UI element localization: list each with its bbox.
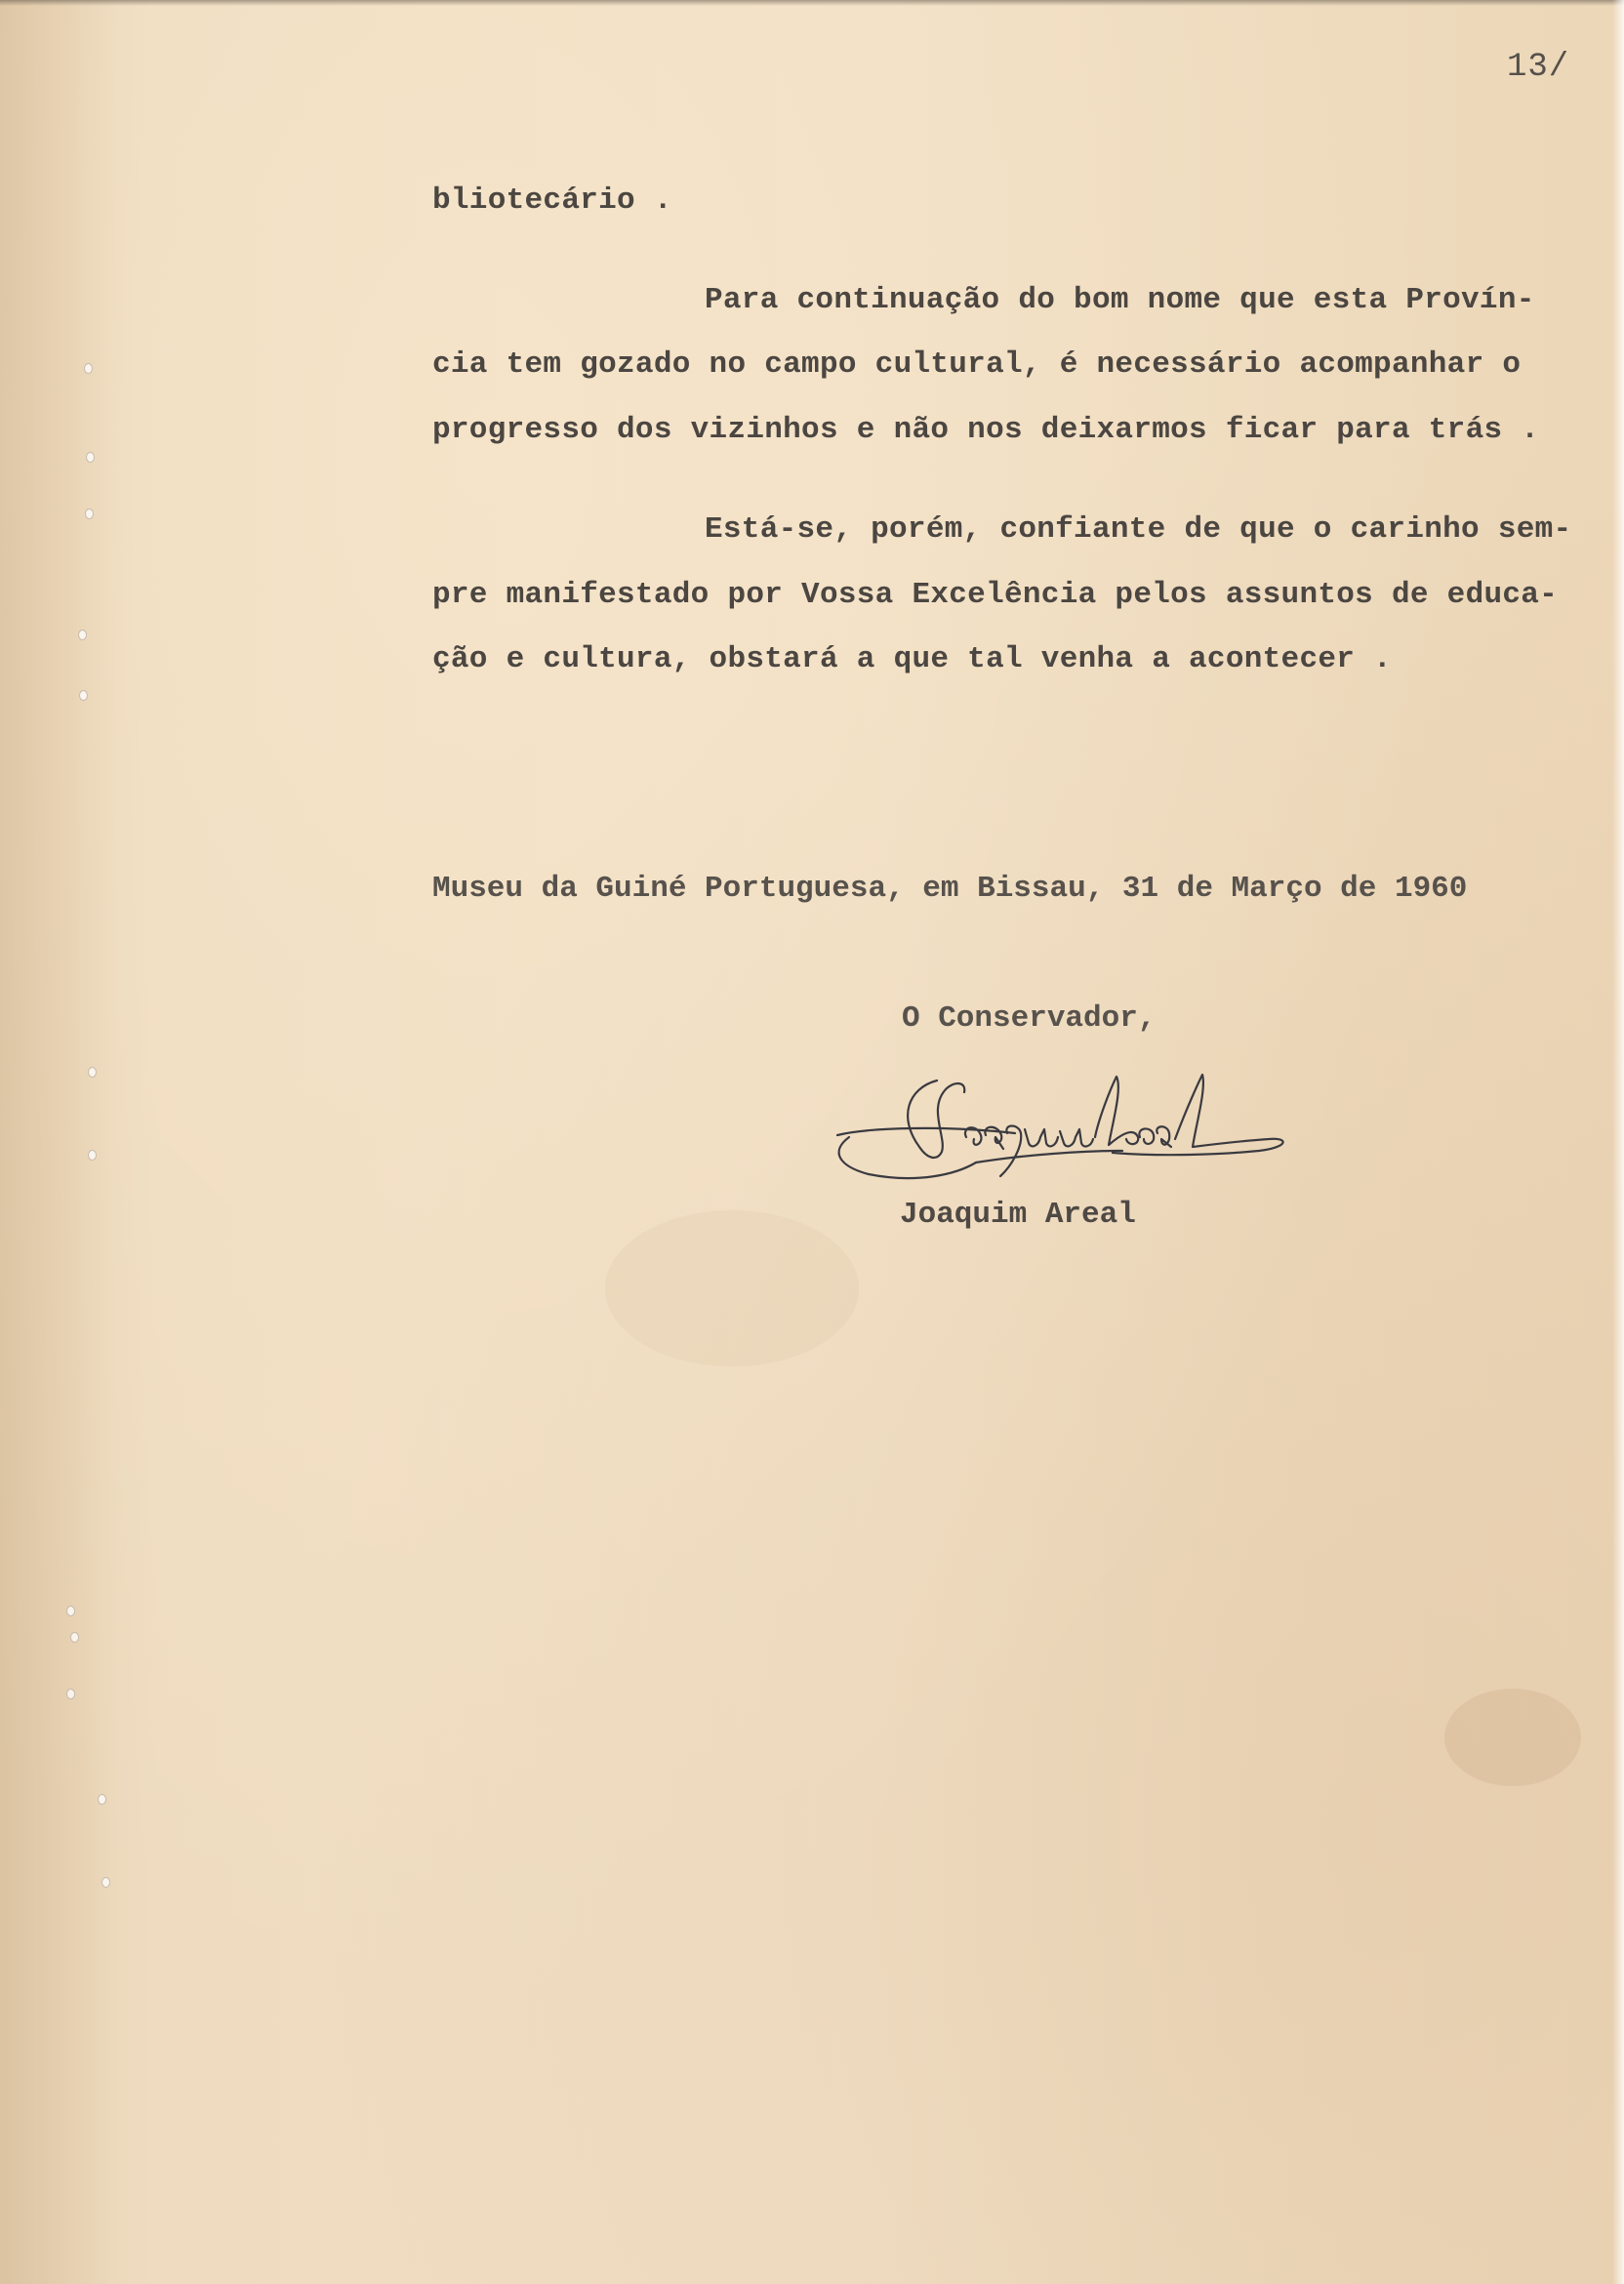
handwritten-signature (830, 1069, 1298, 1196)
punch-hole (98, 1794, 106, 1805)
closing-title: O Conservador, (902, 1001, 1157, 1036)
punch-hole (88, 1150, 97, 1161)
page-number: 13/ (1507, 49, 1570, 86)
punch-hole (78, 630, 87, 640)
body-line-3: cia tem gozado no campo cultural, é necessário acompanhar o (432, 347, 1522, 382)
signatory-name: Joaquim Areal (900, 1198, 1136, 1232)
punch-hole (86, 452, 95, 463)
paper-stain (605, 1210, 859, 1366)
punch-hole (66, 1689, 75, 1699)
binding-edge-shadow (0, 0, 117, 2284)
paper-stain (1444, 1689, 1581, 1786)
body-line-1: bliotecário . (432, 184, 672, 218)
punch-hole (85, 509, 94, 519)
punch-hole (66, 1606, 75, 1616)
punch-hole (102, 1877, 110, 1888)
punch-hole (70, 1632, 79, 1643)
place-date-line: Museu da Guiné Portuguesa, em Bissau, 31 de Março de 1960 (432, 872, 1468, 906)
punch-hole (84, 363, 93, 374)
right-edge-highlight (1612, 0, 1624, 2284)
punch-hole (88, 1067, 97, 1078)
body-line-4: progresso dos vizinhos e não nos deixarmos ficar para trás . (432, 413, 1540, 447)
body-line-5: Está-se, porém, confiante de que o carinho sem- (705, 512, 1572, 547)
body-line-7: ção e cultura, obstará a que tal venha a acontecer . (432, 642, 1392, 676)
body-line-6: pre manifestado por Vossa Excelência pelos assuntos de educa- (432, 578, 1559, 612)
top-edge-shadow (0, 0, 1624, 6)
punch-hole (79, 690, 88, 701)
body-line-2: Para continuação do bom nome que esta Provín- (705, 283, 1535, 317)
